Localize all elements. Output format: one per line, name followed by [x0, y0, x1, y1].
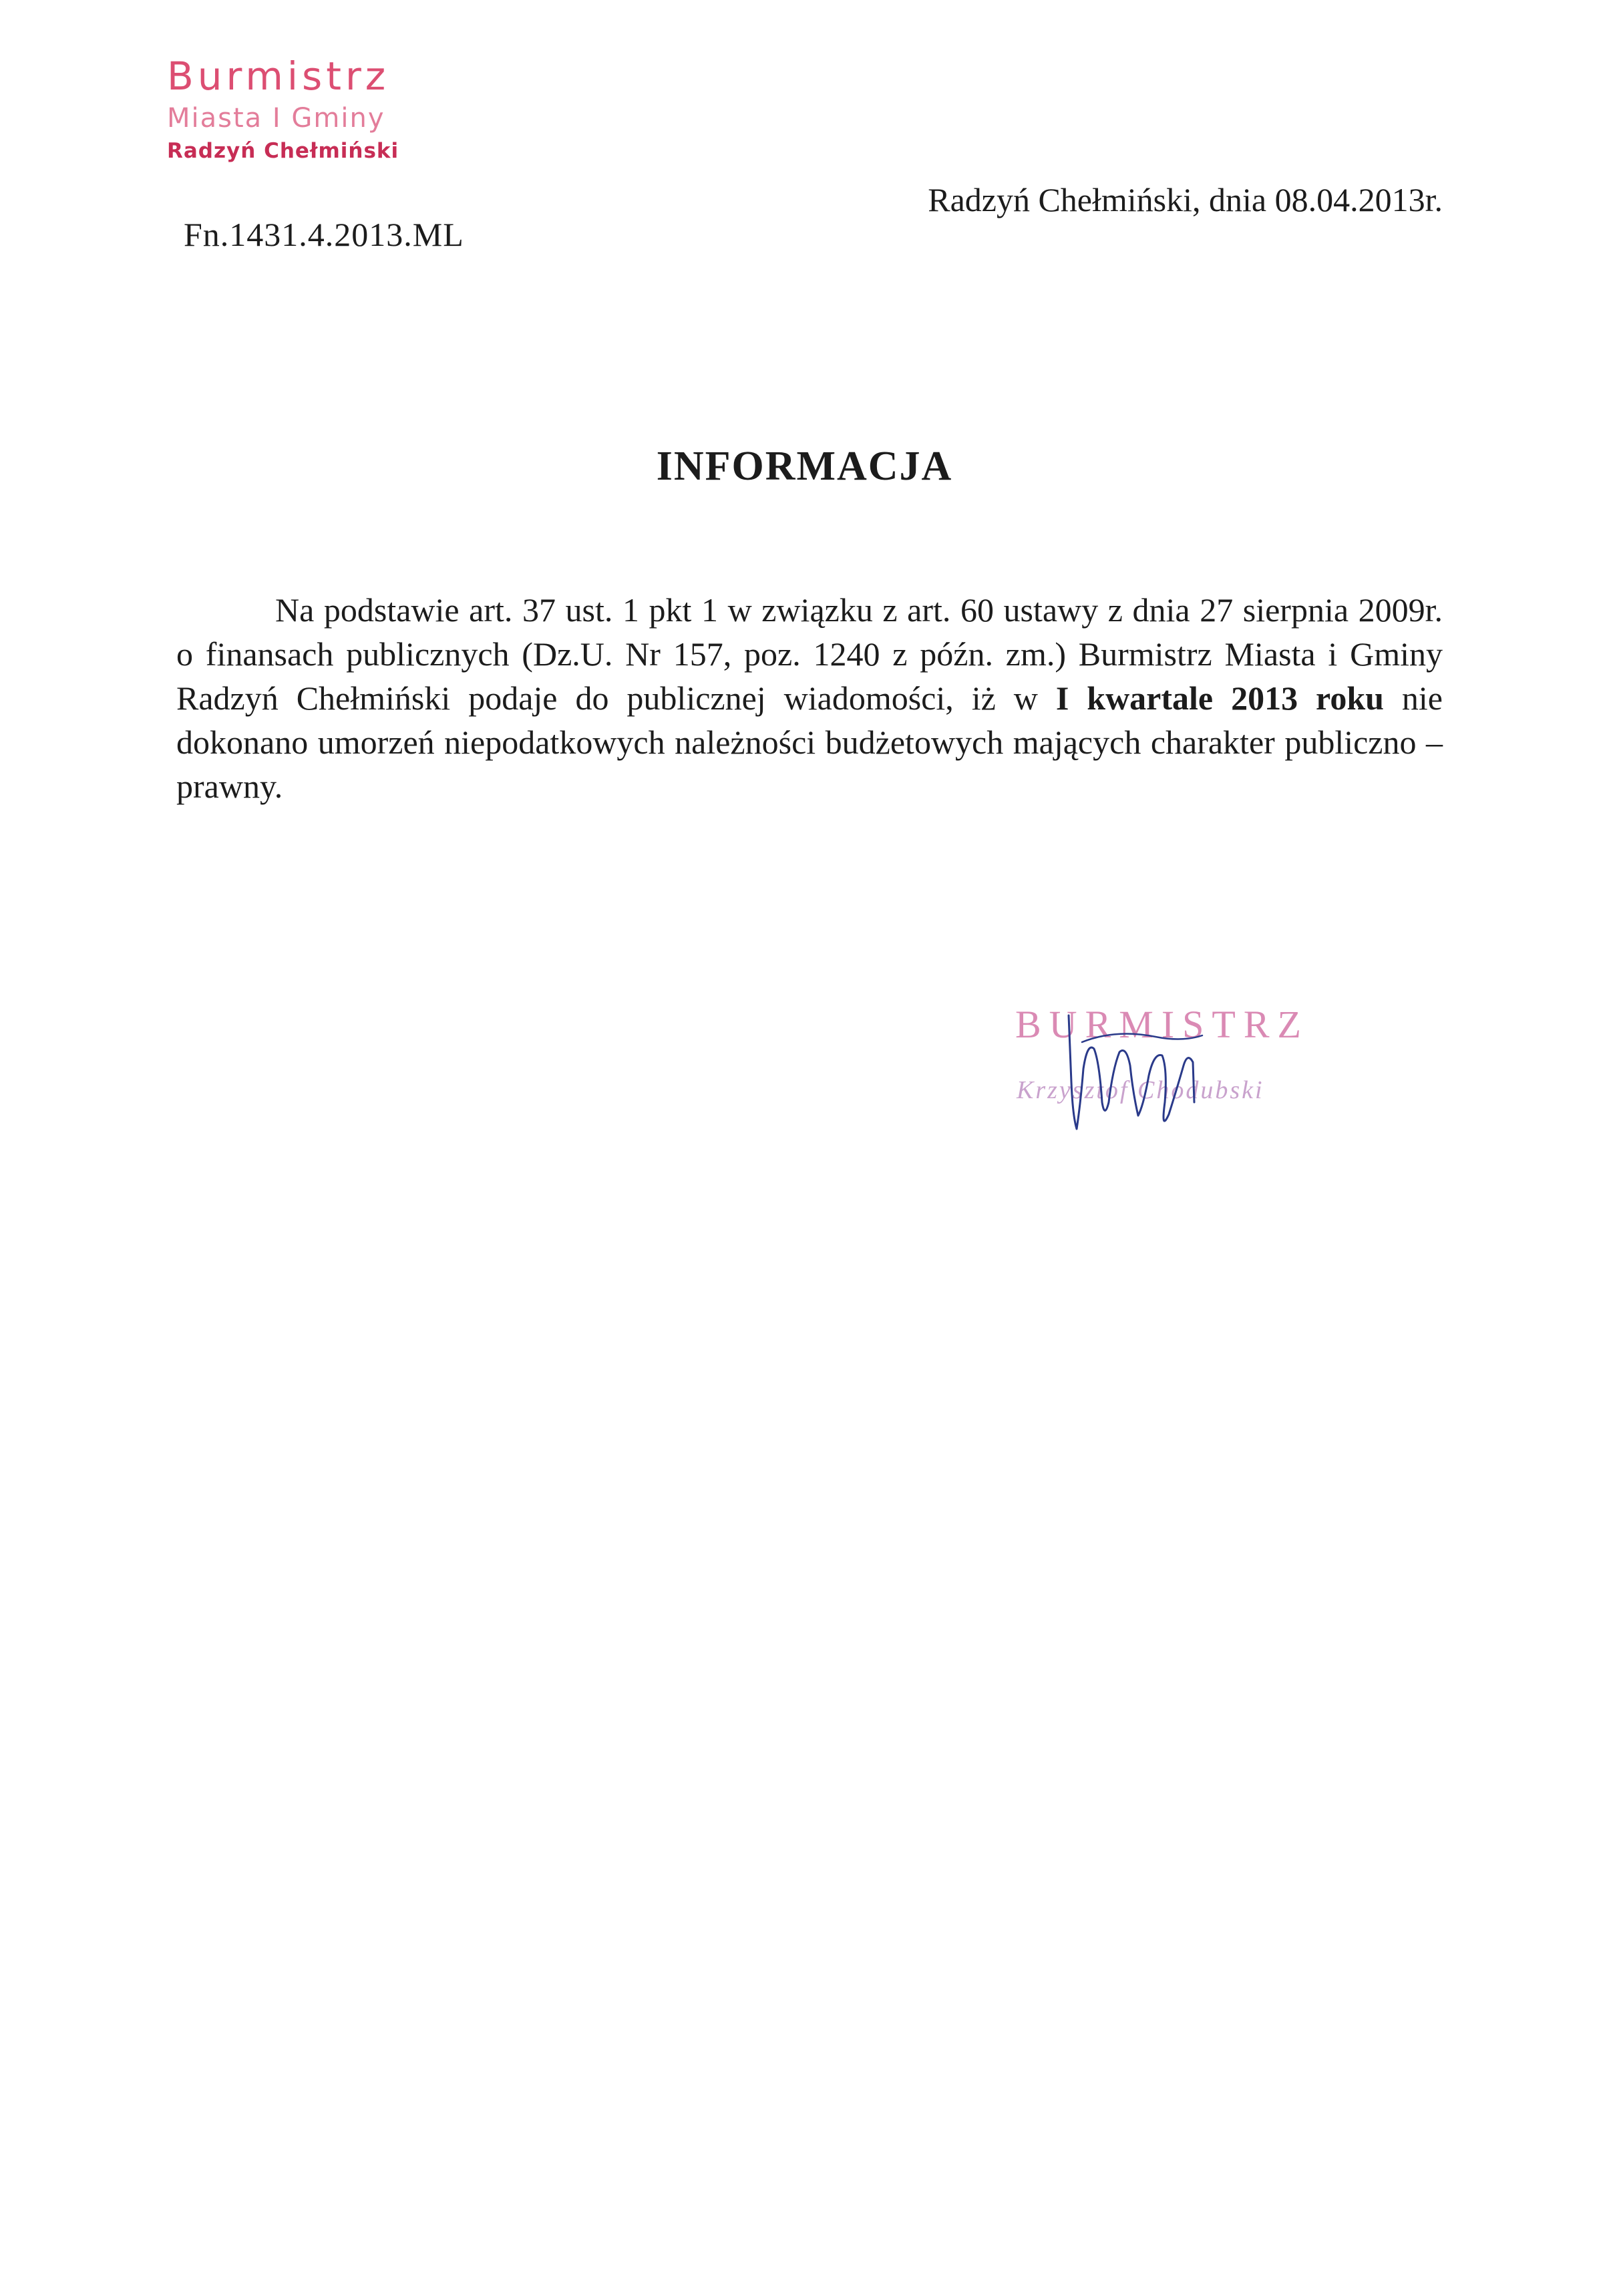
body-text-bold: I kwartale 2013 roku [1055, 679, 1384, 717]
place-and-date: Radzyń Chełmiński, dnia 08.04.2013r. [928, 181, 1443, 218]
body-text-part2: nie dokonano umorzeń niepodatkowych należności budżetowych mających charakter publiczno – prawny. [176, 679, 1443, 805]
handwritten-signature [1002, 1002, 1349, 1149]
body-paragraph [176, 588, 1443, 808]
header-stamp [167, 53, 448, 163]
signature-stamp-name: Krzysztof Chodubski [1017, 1076, 1264, 1104]
signature-stamp-title: BURMISTRZ [1015, 1003, 1309, 1046]
stamp-line-town: Radzyń Chełmiński [167, 139, 399, 163]
stamp-line-municipality: Miasta I Gminy [167, 103, 385, 134]
document-title: INFORMACJA [656, 444, 953, 489]
signature-stamp [1002, 1002, 1349, 1149]
reference-number: Fn.1431.4.2013.ML [184, 216, 464, 253]
body-text-part1: Na podstawie art. 37 ust. 1 pkt 1 w związku z art. 60 ustawy z dnia 27 sierpnia 2009r. o finansach publicznych (Dz.U. Nr 157, poz. 1240 z późn. zm.) Burmistrz Miasta i Gminy Radzyń Chełmiński podaje do publicznej wiadomości, iż w [176, 591, 1443, 717]
stamp-line-office: Burmistrz [167, 53, 390, 99]
